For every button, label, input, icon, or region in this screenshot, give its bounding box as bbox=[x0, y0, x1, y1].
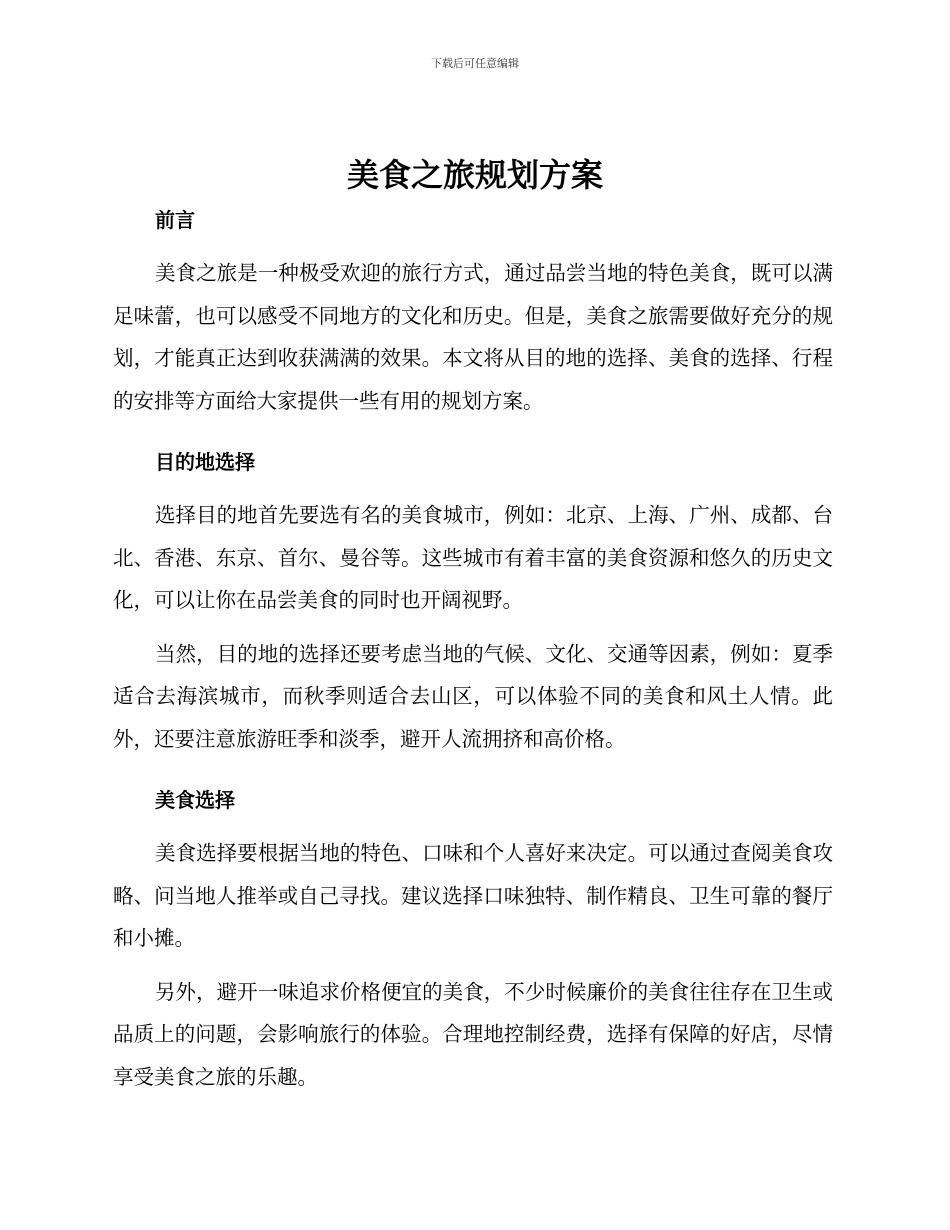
paragraph: 另外，避开一味追求价格便宜的美食，不少时候廉价的美食往往存在卫生或品质上的问题，会影响旅行的体验。合理地控制经费，选择有保障的好店，尽情享受美食之旅的乐趣。 bbox=[113, 979, 833, 1089]
section-heading: 目的地选择 bbox=[155, 450, 255, 474]
section-heading: 前言 bbox=[155, 208, 195, 232]
document-body bbox=[113, 200, 833, 1109]
document-title: 美食之旅规划方案 bbox=[346, 156, 603, 194]
section-heading: 美食选择 bbox=[155, 788, 235, 812]
section-food bbox=[113, 780, 833, 1098]
paragraph: 选择目的地首先要选有名的美食城市，例如：北京、上海、广州、成都、台北、香港、东京、首尔、曼谷等。这些城市有着丰富的美食资源和悠久的历史文化，可以让你在品尝美食的同时也开阔视野。 bbox=[113, 503, 833, 612]
paragraph: 美食之旅是一种极受欢迎的旅行方式，通过品尝当地的特色美食，既可以满足味蕾，也可以感受不同地方的文化和历史。但是，美食之旅需要做好充分的规划，才能真正达到收获满满的效果。本文将从目的地的选择、美食的选择、行程的安排等方面给大家提供一些有用的规划方案。 bbox=[113, 261, 833, 413]
paragraph: 当然，目的地的选择还要考虑当地的气候、文化、交通等因素，例如：夏季适合去海滨城市，而秋季则适合去山区，可以体验不同的美食和风土人情。此外，还要注意旅游旺季和淡季，避开人流拥挤和高价格。 bbox=[113, 641, 833, 751]
header-note: 下载后可任意编辑 bbox=[431, 57, 519, 70]
section-preface bbox=[113, 200, 833, 422]
section-destination bbox=[113, 442, 833, 760]
paragraph: 美食选择要根据当地的特色、口味和个人喜好来决定。可以通过查阅美食攻略、问当地人推举或自己寻找。建议选择口味独特、制作精良、卫生可靠的餐厅和小摊。 bbox=[113, 841, 833, 950]
